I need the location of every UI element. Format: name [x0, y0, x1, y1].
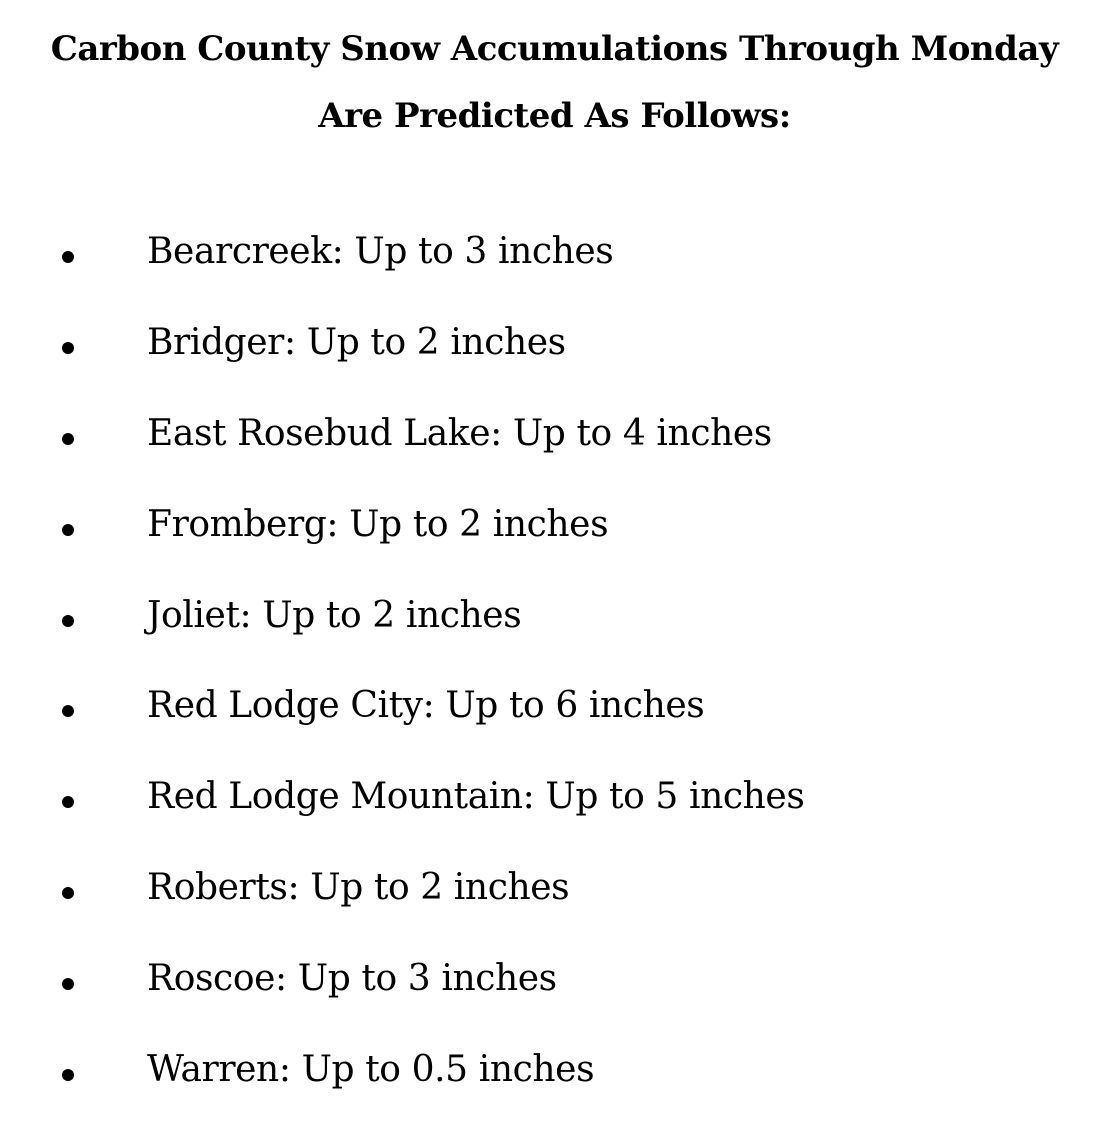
- list-item-text: Joliet: Up to 2 inches: [147, 594, 522, 636]
- list-item: [0, 661, 1109, 752]
- list-item: [0, 298, 1109, 389]
- bullet-icon: [62, 796, 74, 808]
- list-item: [0, 752, 1109, 843]
- bullet-icon: [62, 615, 74, 627]
- list-item-text: Red Lodge City: Up to 6 inches: [147, 685, 705, 727]
- snow-accumulation-list: [0, 207, 1109, 1115]
- list-item-text: Warren: Up to 0.5 inches: [147, 1048, 595, 1090]
- list-item-text: Roscoe: Up to 3 inches: [147, 957, 557, 999]
- bullet-icon: [62, 705, 74, 717]
- list-item-text: Bridger: Up to 2 inches: [147, 322, 566, 364]
- list-item: [0, 843, 1109, 934]
- bullet-icon: [62, 342, 74, 354]
- list-item-text: East Rosebud Lake: Up to 4 inches: [147, 412, 772, 454]
- list-item: [0, 1024, 1109, 1115]
- bullet-icon: [62, 251, 74, 263]
- bullet-icon: [62, 887, 74, 899]
- bullet-icon: [62, 978, 74, 990]
- page-title: [0, 16, 1109, 150]
- list-item: [0, 207, 1109, 298]
- list-item-text: Roberts: Up to 2 inches: [147, 866, 570, 908]
- bullet-icon: [62, 1069, 74, 1081]
- list-item: [0, 389, 1109, 480]
- bullet-icon: [62, 524, 74, 536]
- list-item: [0, 933, 1109, 1024]
- list-item-text: Bearcreek: Up to 3 inches: [147, 231, 614, 273]
- list-item: [0, 479, 1109, 570]
- list-item-text: Red Lodge Mountain: Up to 5 inches: [147, 776, 805, 818]
- list-item: [0, 570, 1109, 661]
- list-item-text: Fromberg: Up to 2 inches: [147, 503, 609, 545]
- page-title-line-1: Carbon County Snow Accumulations Through Monday: [50, 29, 1059, 69]
- bullet-icon: [62, 433, 74, 445]
- page-title-line-2: Are Predicted As Follows:: [318, 96, 791, 136]
